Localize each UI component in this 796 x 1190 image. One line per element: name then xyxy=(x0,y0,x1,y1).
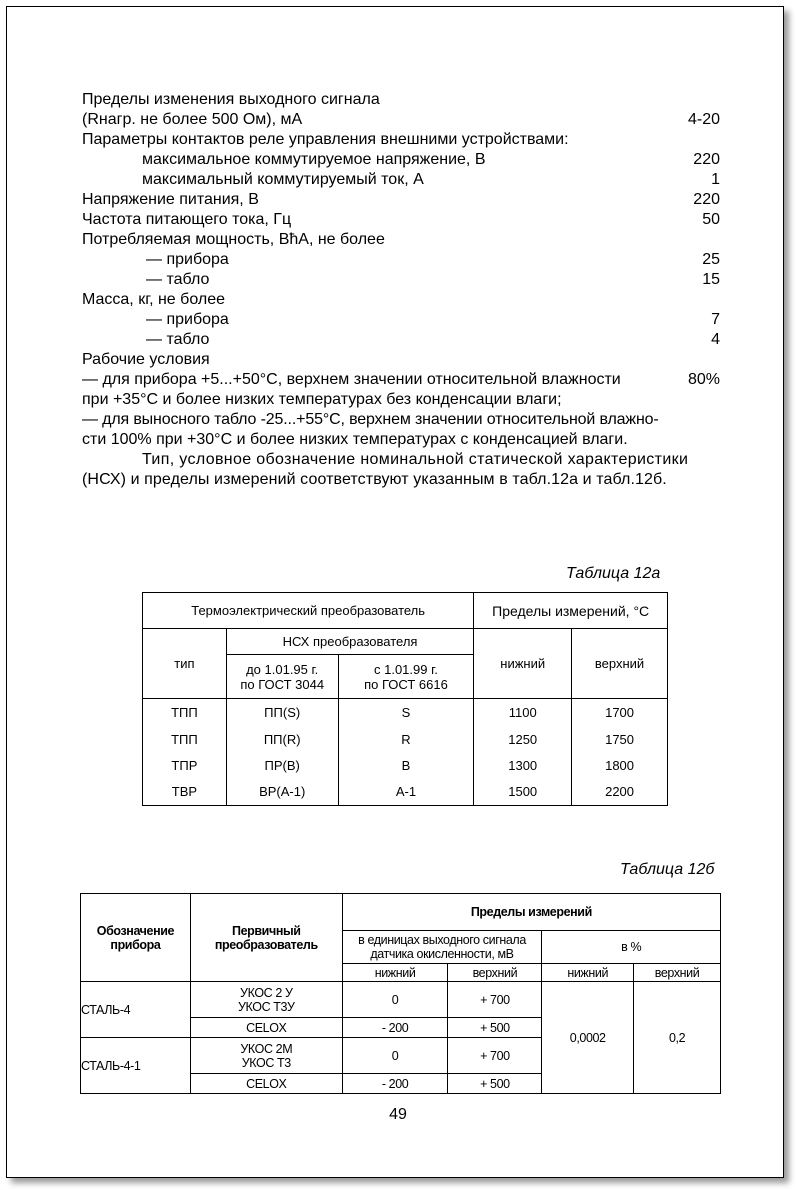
header-gost-3044: до 1.01.95 г. по ГОСТ 3044 xyxy=(226,655,338,699)
header-mv-upper: верхний xyxy=(448,964,542,982)
table-row: ТВР ВР(А-1) А-1 1500 2200 xyxy=(143,779,668,806)
table-row: СТАЛЬ-4 УКОС 2 У УКОС Т3У 0 + 700 0,0002 0,2 xyxy=(81,982,721,1018)
signal-title: Пределы изменения выходного сигнала xyxy=(82,91,380,108)
header-lower: нижний xyxy=(474,629,572,699)
header-percent-lower: нижний xyxy=(542,964,634,982)
header-mv-lower: нижний xyxy=(342,964,448,982)
header-limits: Пределы измерений, °С xyxy=(474,593,668,629)
header-upper: верхний xyxy=(572,629,668,699)
table-row: ТПП ПП(S) S 1100 1700 xyxy=(143,699,668,727)
header-gost-6616: с 1.01.99 г. по ГОСТ 6616 xyxy=(338,655,474,699)
conditions-line-2: при +35°С и более низких температурах без конденсации влаги; xyxy=(82,391,562,408)
device-name: СТАЛЬ-4-1 xyxy=(81,1038,191,1094)
table-row: ТПП ПП(R) R 1250 1750 xyxy=(143,727,668,753)
table-12a xyxy=(142,592,668,806)
percent-lower-value: 0,0002 xyxy=(542,982,634,1094)
spec-row-mass-board: — табло 4 xyxy=(146,331,720,348)
table-row: СТАЛЬ-4-1 УКОС 2М УКОС Т3 0 + 700 xyxy=(81,1038,721,1074)
header-converter: Термоэлектрический преобразователь xyxy=(143,593,474,629)
page-number: 49 xyxy=(389,1106,407,1123)
table-row: CELOX - 200 + 500 xyxy=(81,1074,721,1094)
table-12a-caption: Таблица 12а xyxy=(566,565,661,582)
spec-row-relay-current: максимальный коммутируемый ток, А 1 xyxy=(142,171,720,188)
relay-title: Параметры контактов реле управления внешними устройствами: xyxy=(82,131,569,148)
header-measurement-limits: Пределы измерений xyxy=(342,894,720,931)
power-title: Потребляемая мощность, ВħА, не более xyxy=(82,231,385,248)
table-row: CELOX - 200 + 500 xyxy=(81,1018,721,1038)
table-row: ТПР ПР(В) В 1300 1800 xyxy=(143,753,668,779)
spec-row-supply-voltage: Напряжение питания, В 220 xyxy=(82,191,720,208)
mass-title: Масса, кг, не более xyxy=(82,291,225,308)
spec-row-output-signal: (Rнагр. не более 500 Ом), мА 4-20 xyxy=(82,111,720,128)
spec-row-frequency: Частота питающего тока, Гц 50 xyxy=(82,211,720,228)
header-type: тип xyxy=(143,629,227,699)
conditions-line-1: — для прибора +5...+50°С, верхнем значении относительной влажности 80% xyxy=(82,371,720,388)
paragraph-line-2: (НСХ) и пределы измерений соответствуют указанным в табл.12а и табл.12б. xyxy=(82,471,667,488)
conditions-line-4: сти 100% при +30°С и более низких температурах с конденсацией влаги. xyxy=(82,431,628,448)
conditions-line-3: — для выносного табло -25...+55°С, верхнем значении относительной влажно- xyxy=(82,411,659,428)
header-nsx: НСХ преобразователя xyxy=(226,629,474,655)
spec-row-relay-voltage: максимальное коммутируемое напряжение, В 220 xyxy=(142,151,720,168)
header-mv-units: в единицах выходного сигнала датчика окисленности, мВ xyxy=(342,931,542,964)
header-percent-upper: верхний xyxy=(634,964,721,982)
spec-row-power-board: — табло 15 xyxy=(146,271,720,288)
header-percent: в % xyxy=(542,931,721,964)
spec-row-mass-device: — прибора 7 xyxy=(146,311,720,328)
header-device: Обозначение прибора xyxy=(81,894,191,982)
table-12b-caption: Таблица 12б xyxy=(620,861,715,878)
sensor-cell: УКОС 2М УКОС Т3 xyxy=(190,1038,342,1074)
table-12b xyxy=(80,893,721,1094)
paragraph-line-1: Тип, условное обозначение номинальной статической характеристики xyxy=(142,451,689,468)
conditions-title: Рабочие условия xyxy=(82,351,210,368)
sensor-cell: УКОС 2 У УКОС Т3У xyxy=(190,982,342,1018)
spec-row-power-device: — прибора 25 xyxy=(146,251,720,268)
percent-upper-value: 0,2 xyxy=(634,982,721,1094)
header-primary-converter: Первичный преобразователь xyxy=(190,894,342,982)
sensor-cell: CELOX xyxy=(190,1018,342,1038)
sensor-cell: CELOX xyxy=(190,1074,342,1094)
specifications-block xyxy=(82,90,720,490)
device-name: СТАЛЬ-4 xyxy=(81,982,191,1038)
